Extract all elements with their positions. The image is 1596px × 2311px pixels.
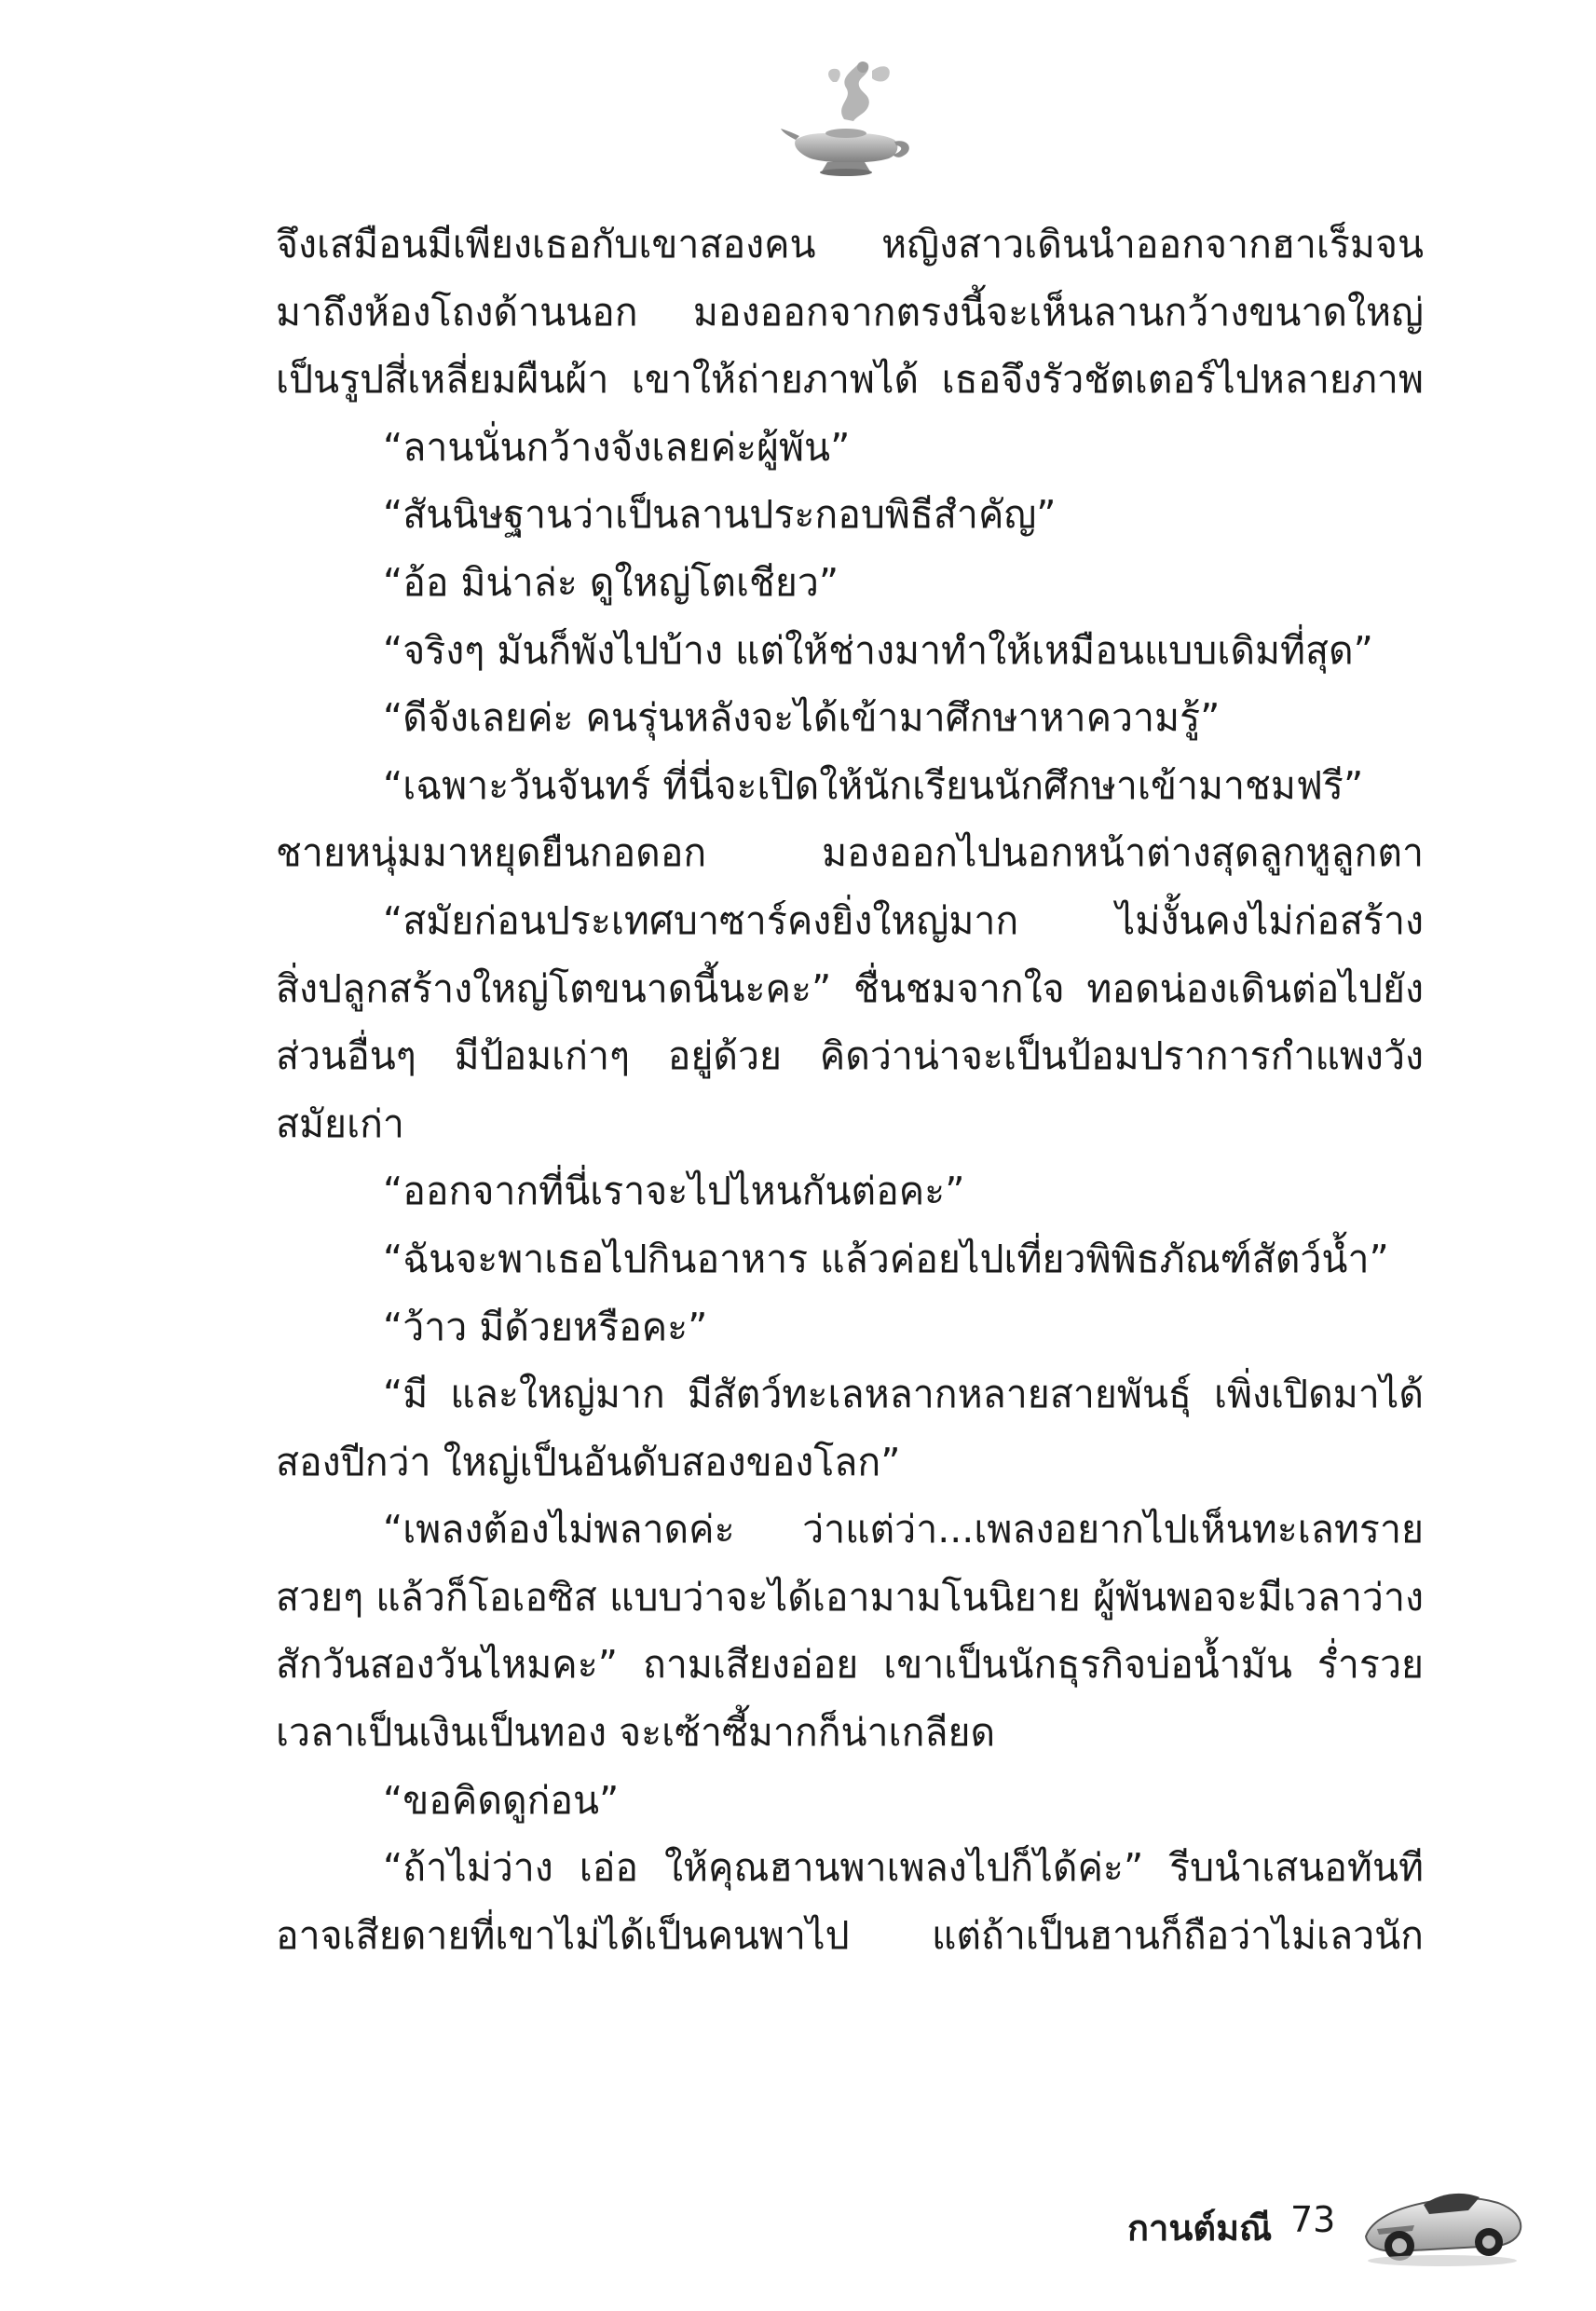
text-line: ส่วนอื่นๆ มีป้อมเก่าๆ อยู่ด้วย คิดว่าน่าจะเป็นป้อมปราการกำแพงวัง: [276, 1033, 1424, 1079]
text-line: สิ่งปลูกสร้างใหญ่โตขนาดนี้นะคะ” ชื่นชมจากใจ ทอดน่องเดินต่อไปยัง: [276, 965, 1424, 1011]
page-footer: [0, 2171, 1596, 2283]
text-line: สวยๆ แล้วก็โอเอซิส แบบว่าจะได้เอามามโนนิยาย ผู้พันพอจะมีเวลาว่าง: [276, 1574, 1424, 1620]
text-line: เวลาเป็นเงินเป็นทอง จะเซ้าซี้มากก็น่าเกลียด: [276, 1710, 996, 1756]
text-line: “จริงๆ มันก็พังไปบ้าง แต่ให้ช่างมาทำให้เหมือนแบบเดิมที่สุด”: [383, 627, 1373, 673]
text-line: ชายหนุ่มมาหยุดยืนกอดอก มองออกไปนอกหน้าต่างสุดลูกหูลูกตา: [276, 830, 1424, 876]
genie-lamp-icon: [779, 54, 919, 180]
body-text: [276, 211, 1424, 1969]
text-line: “ขอคิดดูก่อน”: [383, 1777, 620, 1823]
text-line: “ดีจังเลยค่ะ คนรุ่นหลังจะได้เข้ามาศึกษาหาความรู้”: [383, 695, 1221, 741]
text-line: “ฉันจะพาเธอไปกินอาหาร แล้วค่อยไปเที่ยวพิพิธภัณฑ์สัตว์น้ำ”: [383, 1236, 1389, 1281]
page-number: 73: [1290, 2199, 1336, 2240]
text-line: มาถึงห้องโถงด้านนอก มองออกจากตรงนี้จะเห็นลานกว้างขนาดใหญ่: [276, 289, 1424, 335]
text-line: “ลานนั่นกว้างจังเลยค่ะผู้พัน”: [383, 424, 851, 470]
text-line: อาจเสียดายที่เขาไม่ได้เป็นคนพาไป แต่ถ้าเป็นฮานก็ถือว่าไม่เลวนัก: [276, 1912, 1424, 1958]
text-line: “สันนิษฐานว่าเป็นลานประกอบพิธีสำคัญ”: [383, 492, 1057, 538]
text-line: “อ้อ มิน่าล่ะ ดูใหญ่โตเชียว”: [383, 559, 839, 605]
sports-car-icon: [1358, 2171, 1526, 2274]
text-line: “ถ้าไม่ว่าง เอ่อ ให้คุณฮานพาเพลงไปก็ได้ค่ะ” รีบนำเสนอทันที: [383, 1845, 1424, 1891]
text-line: “เพลงต้องไม่พลาดค่ะ ว่าแต่ว่า...เพลงอยากไปเห็นทะเลทราย: [383, 1507, 1424, 1552]
text-line: “สมัยก่อนประเทศบาซาร์คงยิ่งใหญ่มาก ไม่งั้นคงไม่ก่อสร้าง: [383, 897, 1424, 943]
text-line: “มี และใหญ่มาก มีสัตว์ทะเลหลากหลายสายพันธุ์ เพิ่งเปิดมาได้: [383, 1372, 1424, 1417]
text-line: “ออกจากที่นี่เราจะไปไหนกันต่อคะ”: [383, 1169, 965, 1214]
text-line: สองปีกว่า ใหญ่เป็นอันดับสองของโลก”: [276, 1439, 901, 1484]
text-line: สักวันสองวันไหมคะ” ถามเสียงอ่อย เขาเป็นนักธุรกิจบ่อน้ำมัน ร่ำรวย: [276, 1642, 1424, 1688]
text-line: สมัยเก่า: [276, 1101, 404, 1146]
text-line: จึงเสมือนมีเพียงเธอกับเขาสองคน หญิงสาวเดินนำออกจากฮาเร็มจน: [276, 222, 1424, 267]
text-line: “เฉพาะวันจันทร์ ที่นี่จะเปิดให้นักเรียนนักศึกษาเข้ามาชมฟรี”: [383, 762, 1364, 808]
text-line: “ว้าว มีด้วยหรือคะ”: [383, 1304, 708, 1349]
text-line: เป็นรูปสี่เหลี่ยมผืนผ้า เขาให้ถ่ายภาพได้ เธอจึงรัวชัตเตอร์ไปหลายภาพ: [276, 357, 1424, 403]
footer-author-title: กานต์มณี: [1127, 2208, 1273, 2249]
